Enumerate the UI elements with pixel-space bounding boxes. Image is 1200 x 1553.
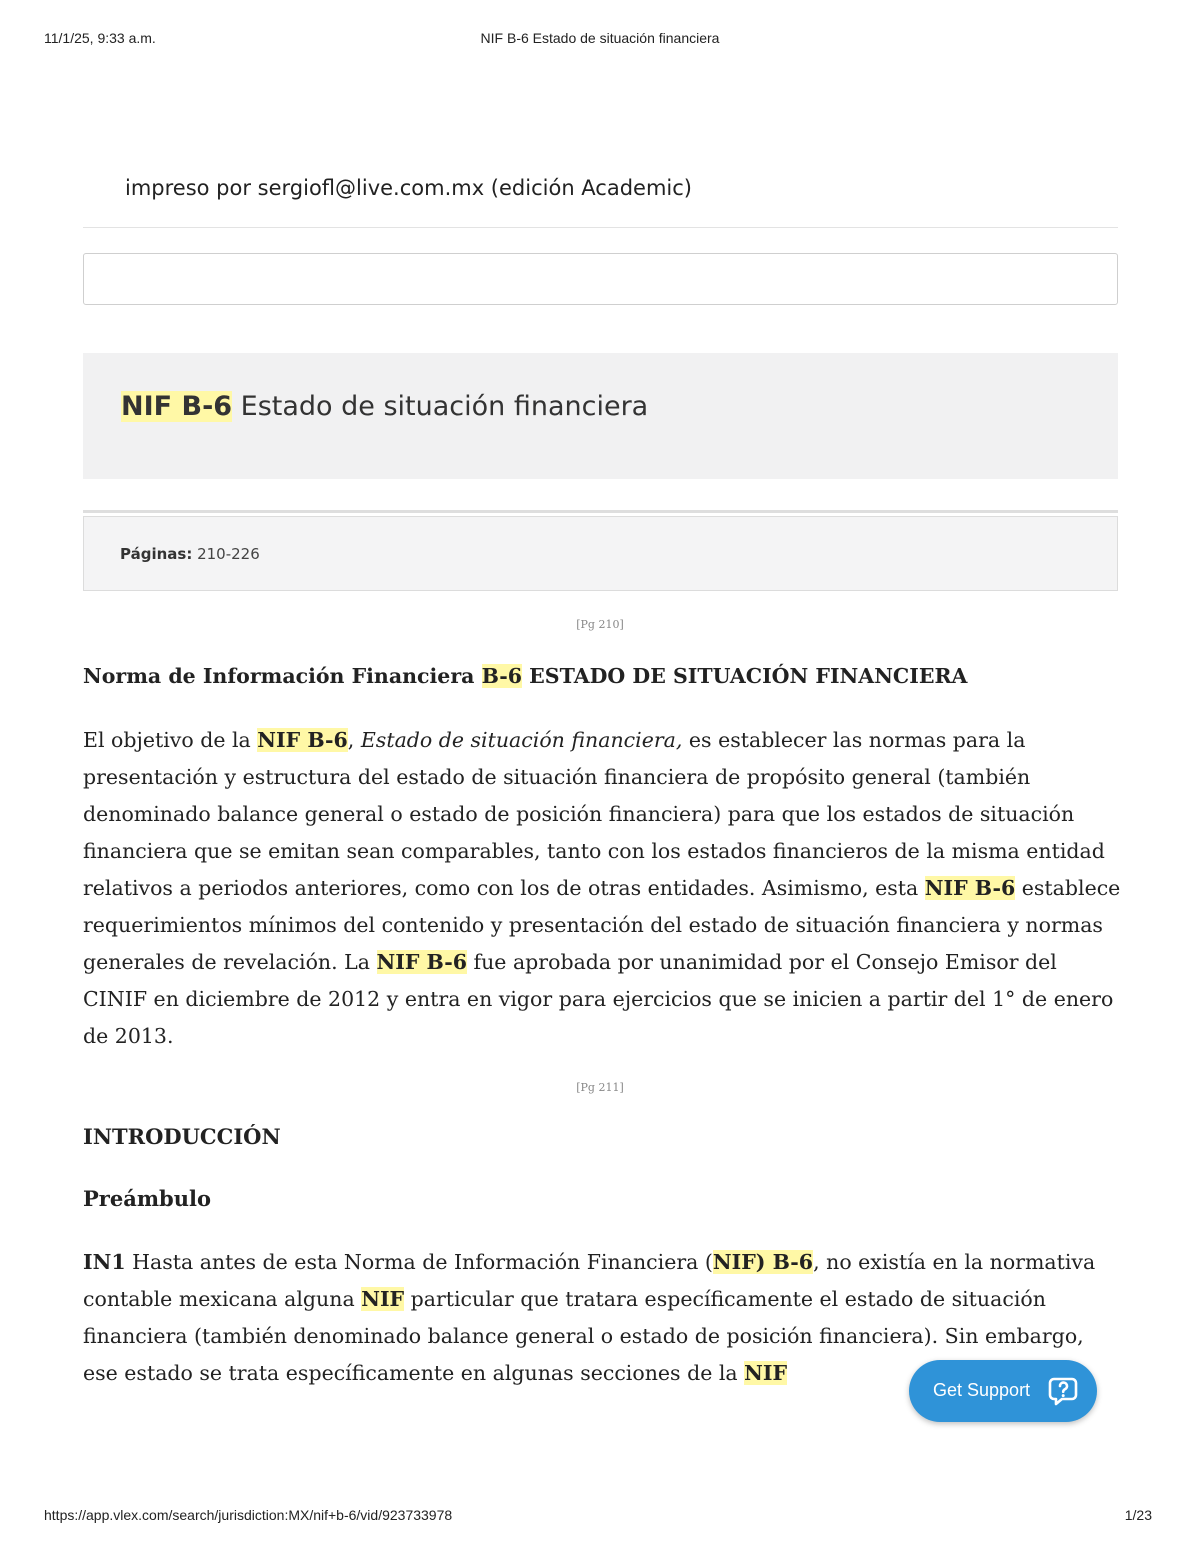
print-header: [0, 30, 1200, 50]
paragraph-emphasis: Estado de situación financiera,: [360, 728, 683, 752]
objective-paragraph: [83, 722, 1123, 1055]
nif-highlight: NIF B-6: [924, 876, 1016, 900]
paragraph-text: fue aprobada por unanimidad por el Consejo Emisor del CINIF en diciembre de 2012 y entra en vigor para ejercicios que se inicien a partir del 1° de enero de 2013.: [83, 950, 1114, 1048]
paragraph-number: IN1: [83, 1250, 126, 1274]
nif-highlight: NIF) B-6: [712, 1250, 814, 1274]
nif-highlight: NIF B-6: [376, 950, 467, 974]
print-page-number: 1/23: [1124, 1507, 1152, 1523]
nif-highlight: NIF: [361, 1287, 405, 1311]
document-title: [121, 391, 648, 422]
divider: [83, 227, 1118, 228]
paragraph-text: establece requerimientos mínimos del contenido y presentación del estado de situación financiera y normas generales de revelación. La: [83, 876, 1121, 974]
print-url: https://app.vlex.com/search/jurisdiction:MX/nif+b-6/vid/923733978: [44, 1507, 453, 1523]
preamble-heading: Preámbulo: [83, 1186, 211, 1211]
norma-heading: [83, 664, 1123, 688]
norma-heading-text-end: ESTADO DE SITUACIÓN FINANCIERA: [522, 664, 968, 688]
page-marker: [Pg 210]: [576, 618, 624, 631]
title-text: Estado de situación financiera: [232, 391, 649, 422]
print-datetime: 11/1/25, 9:33 a.m.: [44, 30, 156, 46]
paragraph-text: particular que tratara específicamente el estado de situación financiera (también denominado balance general o estado de posición financiera). Sin embargo, ese estado se trata específicamente en algunas secciones de la: [83, 1287, 1084, 1385]
nif-highlight: NIF: [744, 1361, 788, 1385]
pages-info: [120, 545, 260, 563]
pages-label: Páginas:: [120, 545, 193, 563]
get-support-label: Get Support: [933, 1380, 1031, 1400]
paragraph-text: ,: [347, 728, 361, 752]
print-footer: [0, 1507, 1200, 1527]
support-chat-icon: [1048, 1374, 1082, 1408]
introduction-heading: INTRODUCCIÓN: [83, 1124, 281, 1149]
panel-divider: [83, 510, 1118, 513]
pages-value: 210-226: [192, 545, 260, 563]
norma-heading-highlight: B-6: [481, 664, 523, 688]
paragraph-text: es establecer las normas para la presentación y estructura del estado de situación financiera de propósito general (también denominado balance general o estado de posición financiera) para que los estados de situación financiera que se emitan sean comparables, tanto con los estados financieros de la misma entidad relativos a periodos anteriores, como con los de otras entidades. Asimismo, esta: [83, 728, 1105, 900]
title-highlight: NIF B-6: [121, 391, 233, 422]
page-marker: [Pg 211]: [576, 1081, 624, 1094]
paragraph-text: Hasta antes de esta Norma de Información Financiera (: [125, 1250, 713, 1274]
nif-highlight: NIF B-6: [257, 728, 348, 752]
print-page-title: NIF B-6 Estado de situación financiera: [480, 30, 720, 46]
pages-info-box: [83, 516, 1118, 591]
paragraph-text: El objetivo de la: [83, 728, 258, 752]
document-title-panel: [83, 353, 1118, 479]
printed-by-notice: impreso por sergiofl@live.com.mx (edición Academic): [125, 176, 692, 200]
search-input[interactable]: [83, 253, 1118, 305]
norma-heading-text: Norma de Información Financiera: [83, 664, 482, 688]
paragraph-text: , no existía en la normativa contable mexicana alguna: [83, 1250, 1096, 1311]
get-support-button[interactable]: [909, 1360, 1097, 1422]
